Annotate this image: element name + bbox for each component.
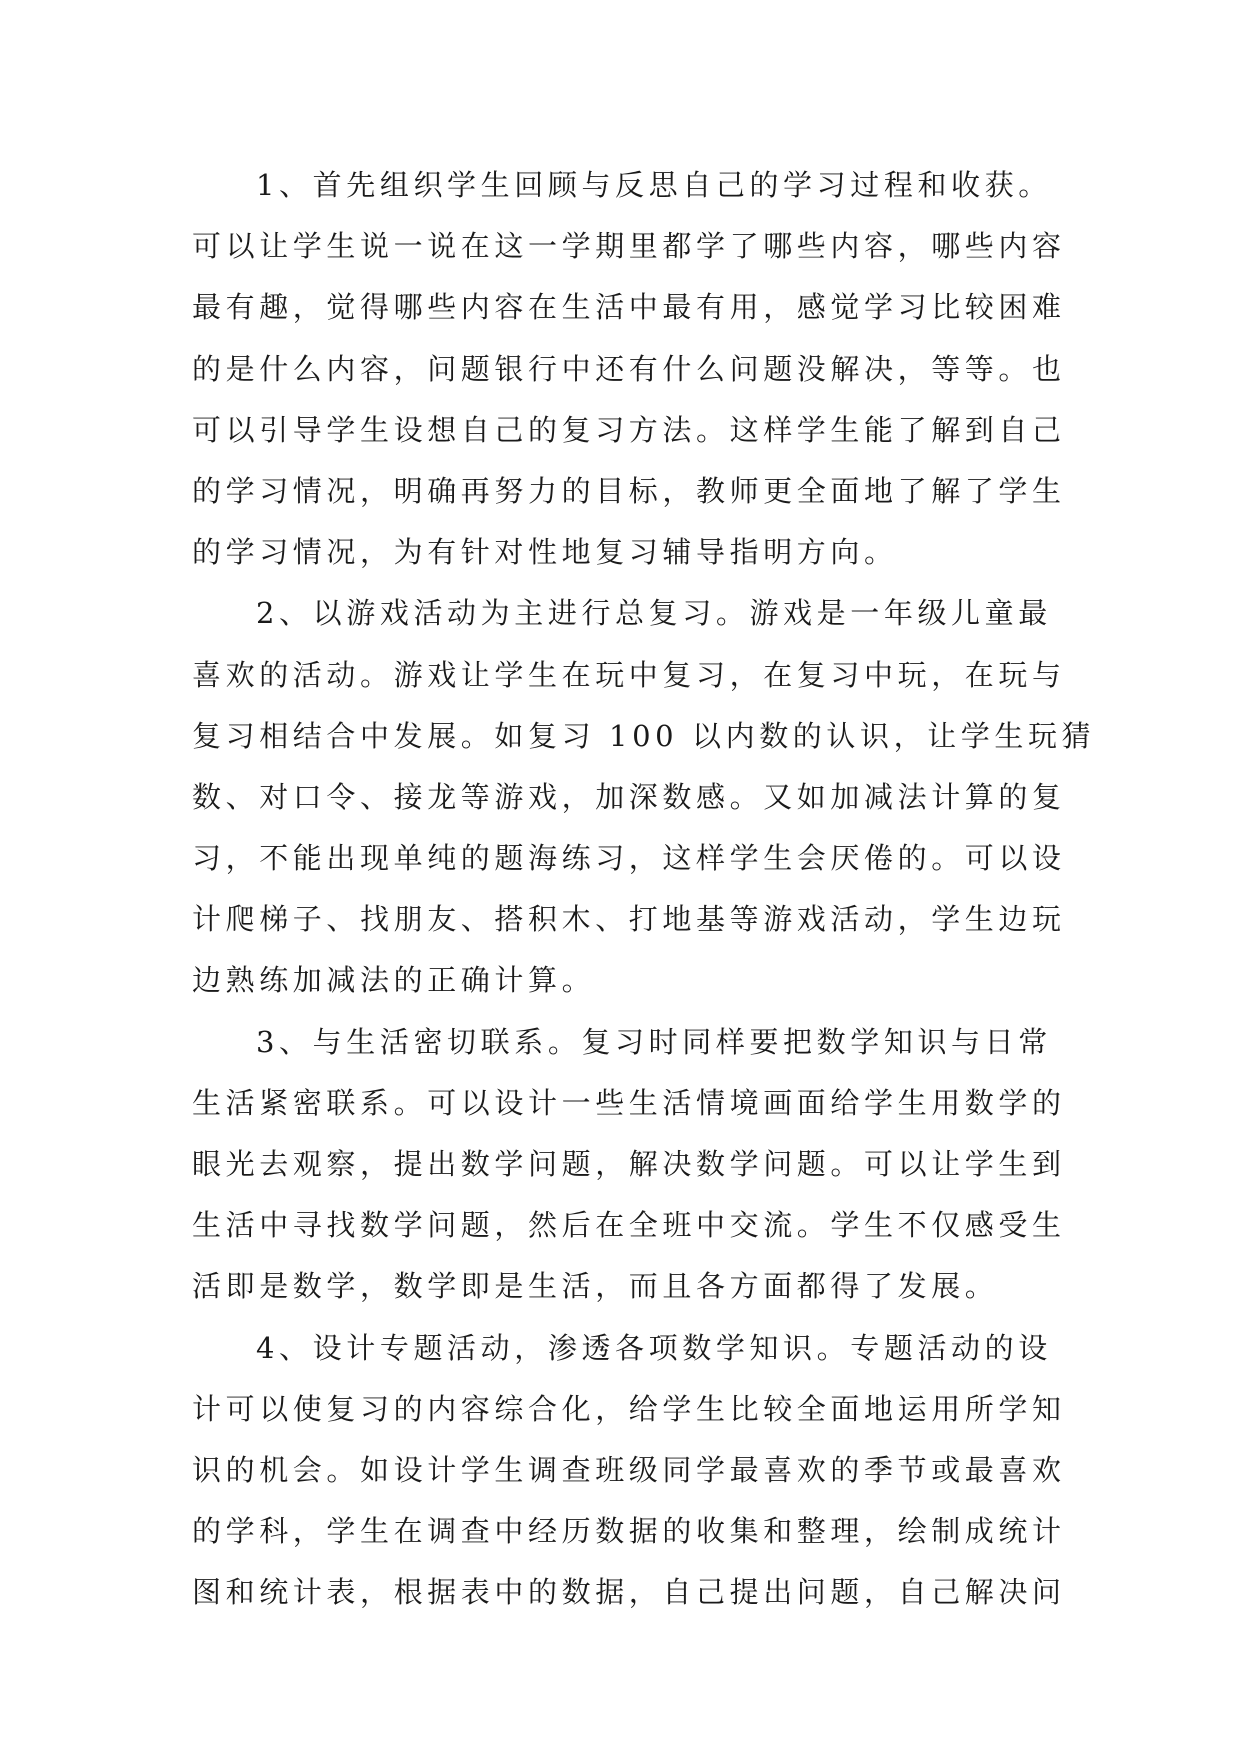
paragraph-line: 生活中寻找数学问题，然后在全班中交流。学生不仅感受生 [192,1208,1066,1243]
paragraph-line: 的学习情况，明确再努力的目标，教师更全面地了解了学生 [192,473,1066,508]
paragraph-line: 最有趣，觉得哪些内容在生活中最有用，感觉学习比较困难 [192,290,1066,325]
paragraph-line: 的学习情况，为有针对性地复习辅导指明方向。 [192,535,898,570]
paragraph-line: 3、与生活密切联系。复习时同样要把数学知识与日常 [256,1024,1052,1059]
paragraph-line: 1、首先组织学生回顾与反思自己的学习过程和收获。 [256,168,1052,202]
paragraph-line: 活即是数学，数学即是生活，而且各方面都得了发展。 [192,1269,999,1304]
paragraph-line: 的学科，学生在调查中经历数据的收集和整理，绘制成统计 [192,1514,1066,1549]
paragraph-line: 喜欢的活动。游戏让学生在玩中复习，在复习中玩，在玩与 [192,657,1066,692]
paragraph-line: 边熟练加减法的正确计算。 [192,963,596,998]
paragraph-line: 的是什么内容，问题银行中还有什么问题没解决，等等。也 [192,351,1066,386]
paragraph-line: 生活紧密联系。可以设计一些生活情境画面给学生用数学的 [192,1085,1066,1120]
paragraph-line: 数、对口令、接龙等游戏，加深数感。又如加减法计算的复 [192,779,1066,814]
paragraph-line: 复习相结合中发展。如复习 100 以内数的认识，让学生玩猜 [192,718,1096,753]
paragraph-2 [192,583,1096,1011]
paragraph-line: 眼光去观察，提出数学问题，解决数学问题。可以让学生到 [192,1147,1066,1181]
paragraph-1 [192,155,1066,583]
paragraph-line: 可以让学生说一说在这一学期里都学了哪些内容，哪些内容 [192,229,1066,264]
paragraph-line: 计可以使复习的内容综合化，给学生比较全面地运用所学知 [192,1391,1066,1426]
paragraph-line: 2、以游戏活动为主进行总复习。游戏是一年级儿童最 [256,596,1052,631]
paragraph-4 [192,1318,1066,1624]
paragraph-line: 可以引导学生设想自己的复习方法。这样学生能了解到自己 [192,412,1066,447]
paragraph-line: 识的机会。如设计学生调查班级同学最喜欢的季节或最喜欢 [192,1452,1066,1487]
paragraph-3 [192,1012,1066,1318]
document-page [192,155,1096,1624]
paragraph-line: 计爬梯子、找朋友、搭积木、打地基等游戏活动，学生边玩 [192,902,1066,937]
paragraph-line: 习，不能出现单纯的题海练习，这样学生会厌倦的。可以设 [192,841,1066,876]
paragraph-line: 图和统计表，根据表中的数据，自己提出问题，自己解决问 [192,1575,1066,1610]
paragraph-line: 4、设计专题活动，渗透各项数学知识。专题活动的设 [256,1330,1052,1365]
